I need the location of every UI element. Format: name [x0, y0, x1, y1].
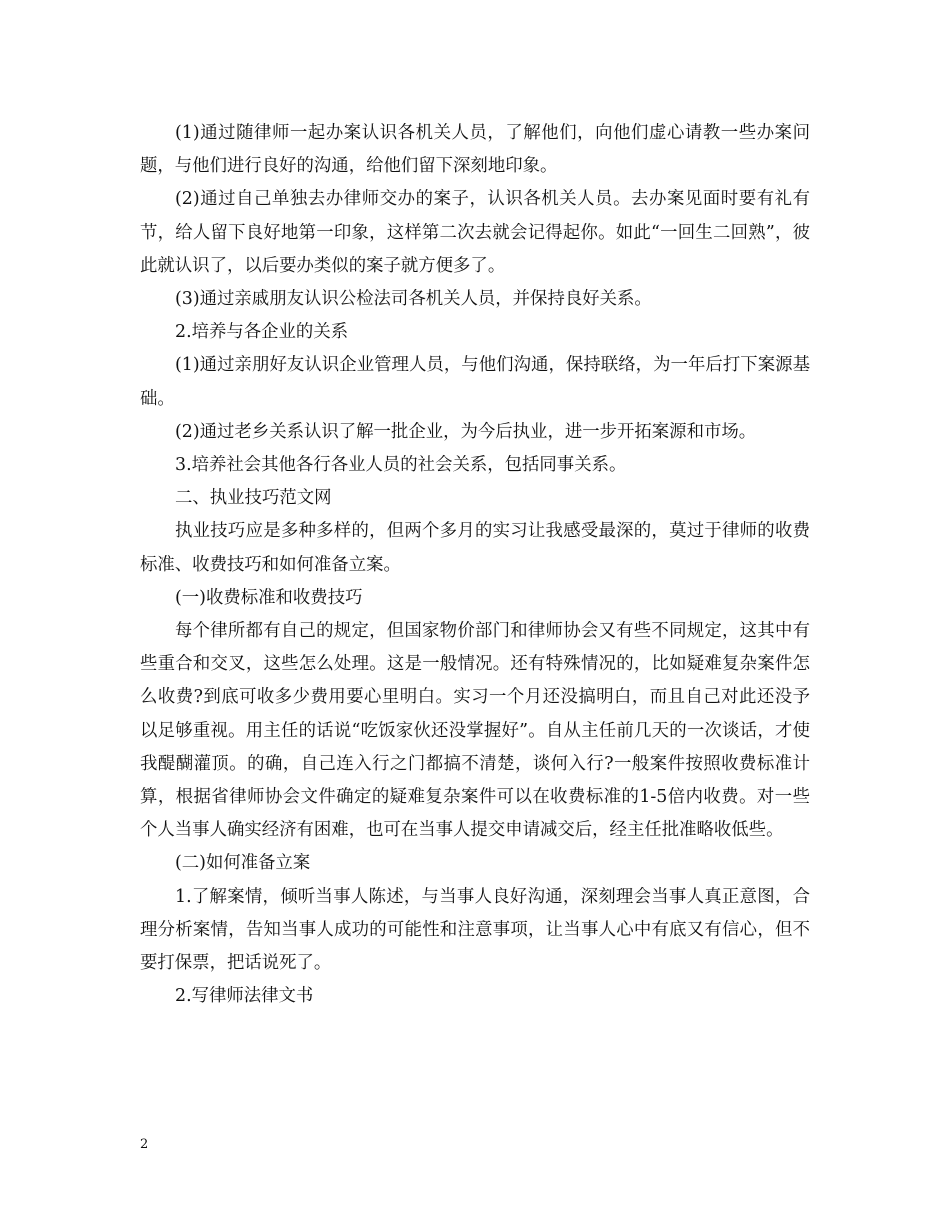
section-heading: 2.写律师法律文书	[175, 986, 314, 1007]
section-heading: (一)收费标准和收费技巧	[175, 587, 363, 608]
section-heading: 二、执业技巧范文网	[175, 488, 332, 509]
paragraph: (3)通过亲戚朋友认识公检法司各机关人员，并保持良好关系。	[175, 289, 652, 310]
section-heading: 3.培养社会其他各行各业人员的社会关系，包括同事关系。	[175, 455, 627, 476]
paragraph: (1)通过随律师一起办案认识各机关人员，了解他们，向他们虚心请教一些办案问题，与他们进行良好的沟通，给他们留下深刻地印象。	[140, 123, 810, 177]
paragraph: (1)通过亲朋好友认识企业管理人员，与他们沟通，保持联络，为一年后打下案源基础。	[140, 355, 810, 409]
document-body	[140, 117, 810, 1013]
section-heading: (二)如何准备立案	[175, 853, 311, 874]
paragraph: (2)通过自己单独去办律师交办的案子，认识各机关人员。去办案见面时要有礼有节，给人留下良好地第一印象，这样第二次去就会记得起你。如此“一回生二回熟”，彼此就认识了，以后要办类似的案子就方便多了。	[140, 189, 810, 276]
page-number: 2	[140, 1137, 149, 1152]
paragraph: (2)通过老乡关系认识了解一批企业，为今后执业，进一步开拓案源和市场。	[175, 421, 757, 442]
paragraph: 每个律所都有自己的规定，但国家物价部门和律师协会又有些不同规定，这其中有些重合和交叉，这些怎么处理。这是一般情况。还有特殊情况的，比如疑难复杂案件怎么收费?到底可收多少费用要心里明白。实习一个月还没搞明白，而且自己对此还没予以足够重视。用主任的话说“吃饭家伙还没掌握好”。自从主任前几天的一次谈话，才使我醍醐灌顶。的确，自己连入行之门都搞不清楚，谈何入行?一般案件按照收费标准计算，根据省律师协会文件确定的疑难复杂案件可以在收费标准的1-5倍内收费。对一些个人当事人确实经济有困难，也可在当事人提交申请减交后，经主任批准略收低些。	[140, 621, 810, 841]
section-heading: 2.培养与各企业的关系	[175, 322, 349, 343]
paragraph: 1.了解案情，倾听当事人陈述，与当事人良好沟通，深刻理会当事人真正意图，合理分析案情，告知当事人成功的可能性和注意事项，让当事人心中有底又有信心，但不要打保票，把话说死了。	[140, 886, 810, 974]
paragraph: 执业技巧应是多种多样的，但两个多月的实习让我感受最深的，莫过于律师的收费标准、收费技巧和如何准备立案。	[140, 521, 810, 575]
